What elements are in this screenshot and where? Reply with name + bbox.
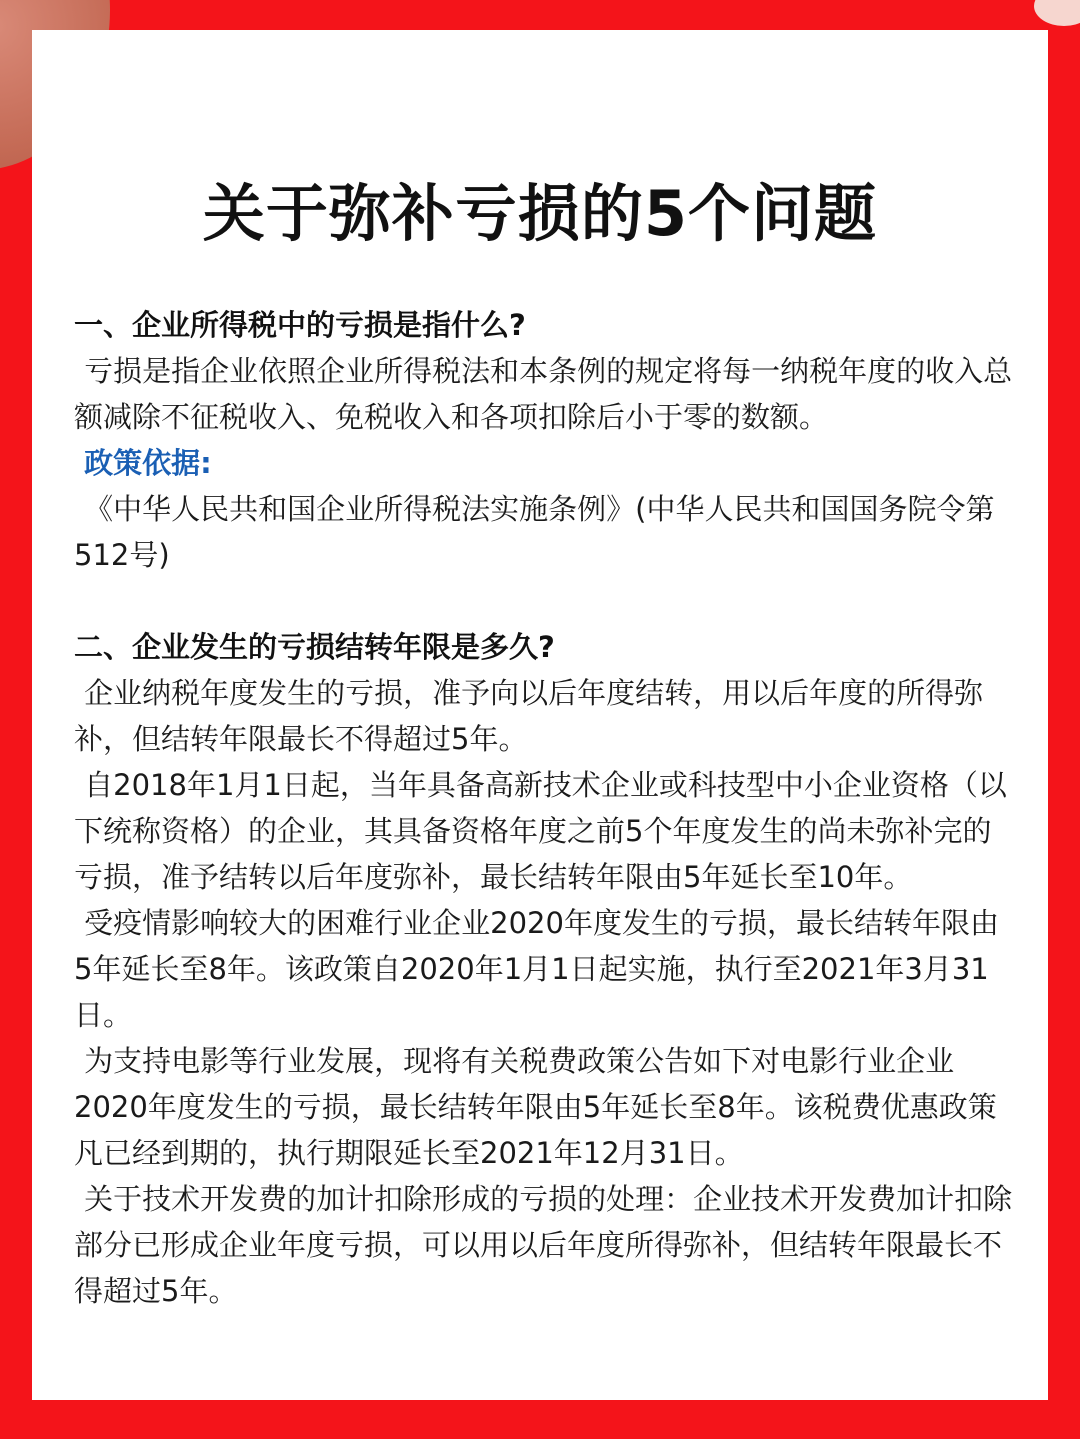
content-card	[32, 30, 1048, 1400]
question-2-paragraph: 关于技术开发费的加计扣除形成的亏损的处理：企业技术开发费加计扣除部分已形成企业年度亏损，可以用以后年度所得弥补，但结转年限最长不得超过5年。	[74, 1182, 1013, 1308]
question-2-paragraph: 为支持电影等行业发展，现将有关税费政策公告如下对电影行业企业2020年度发生的亏损，最长结转年限由5年延长至8年。该税费优惠政策凡已经到期的，执行期限延长至2021年12月31日。	[74, 1044, 997, 1170]
page-title: 关于弥补亏损的5个问题	[202, 177, 878, 250]
question-1-answer: 亏损是指企业依照企业所得税法和本条例的规定将每一纳税年度的收入总额减除不征税收入、免税收入和各项扣除后小于零的数额。	[74, 354, 1013, 434]
decorative-corner-circle-right	[1034, 0, 1080, 26]
policy-basis-label: 政策依据:	[84, 446, 212, 480]
question-2-paragraph: 自2018年1月1日起，当年具备高新技术企业或科技型中小企业资格（以下统称资格）的企业，其具备资格年度之前5个年度发生的尚未弥补完的亏损，准予结转以后年度弥补，最长结转年限由5年延长至10年。	[74, 768, 1007, 894]
article-body	[74, 302, 1014, 1314]
question-2-paragraph: 受疫情影响较大的困难行业企业2020年度发生的亏损，最长结转年限由5年延长至8年。该政策自2020年1月1日起实施，执行至2021年3月31日。	[74, 906, 999, 1032]
policy-basis-text: 《中华人民共和国企业所得税法实施条例》(中华人民共和国国务院令第512号)	[74, 492, 995, 572]
section-spacer	[74, 578, 1014, 624]
question-2-paragraph: 企业纳税年度发生的亏损，准予向以后年度结转，用以后年度的所得弥补，但结转年限最长不得超过5年。	[74, 676, 984, 756]
question-1-heading: 一、企业所得税中的亏损是指什么?	[74, 308, 526, 342]
question-2-heading: 二、企业发生的亏损结转年限是多久?	[74, 630, 555, 664]
